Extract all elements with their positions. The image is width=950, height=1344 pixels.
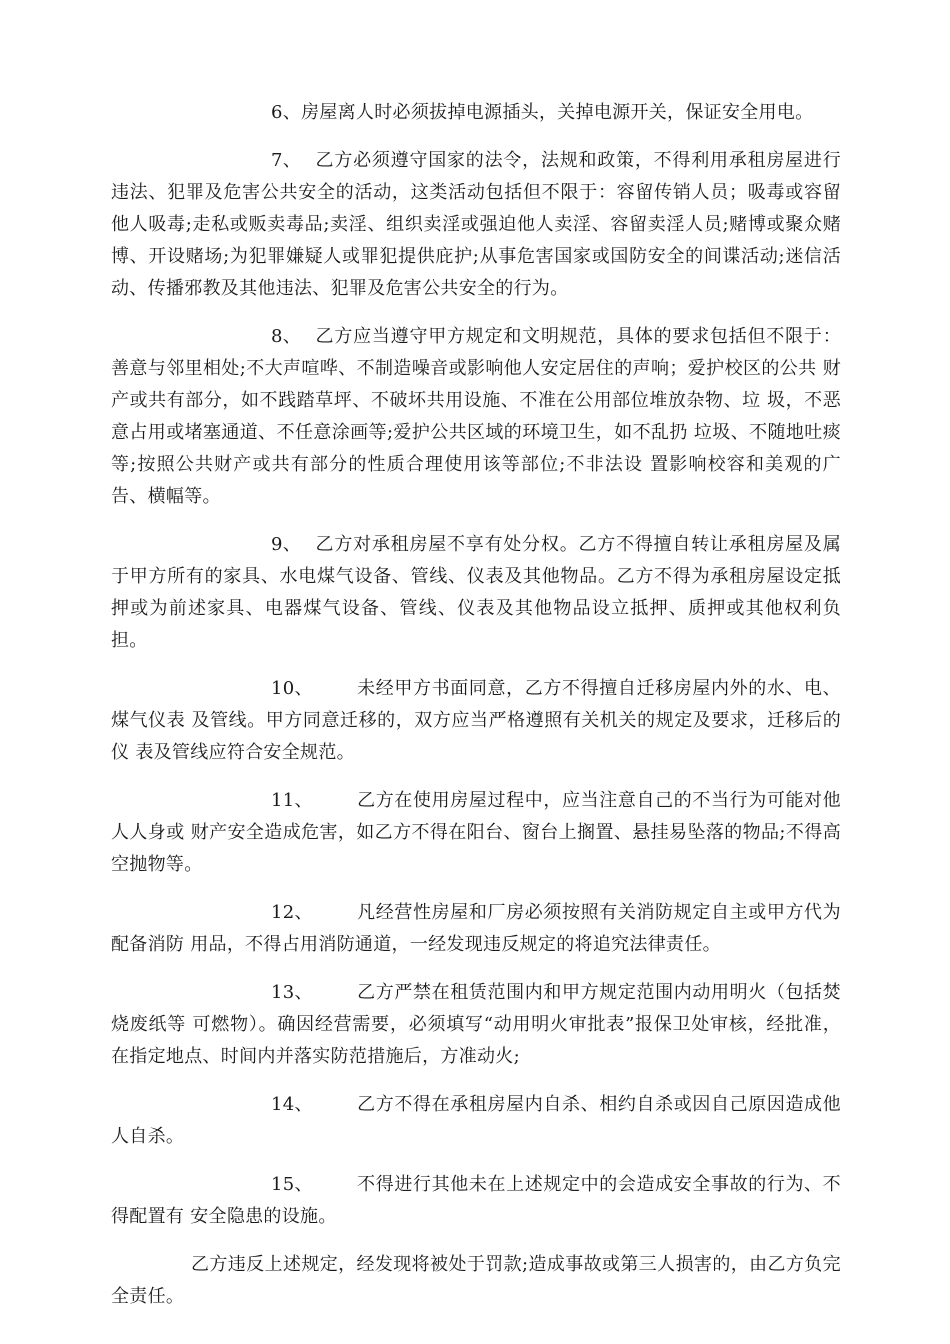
clause-9 <box>111 529 841 657</box>
clause-8 <box>111 321 841 513</box>
closing-paragraph: 乙方违反上述规定，经发现将被处于罚款;造成事故或第三人损害的，由乙方负完全责任。 <box>111 1254 841 1307</box>
clause-text: 不得进行其他未在上述规定中的会造成安全事故的行为、不得配置有 安全隐患的设施。 <box>111 1174 841 1227</box>
clause-text: 乙方对承租房屋不享有处分权。乙方不得擅自转让承租房屋及属于甲方所有的家具、水电煤气设备、管线、仪表及其他物品。乙方不得为承租房屋设定抵押或为前述家具、电器煤气设备、管线、仪表及其他物品设立抵押、质押或其他权利负担。 <box>111 534 841 651</box>
clause-number: 13、 <box>271 982 313 1003</box>
clause-text: 未经甲方书面同意，乙方不得擅自迁移房屋内外的水、电、煤气仪表 及管线。甲方同意迁移的，双方应当严格遵照有关机关的规定及要求，迁移后的仪 表及管线应符合安全规范。 <box>111 678 841 763</box>
clause-12 <box>111 897 841 961</box>
document-page <box>111 97 841 1329</box>
clause-number: 6、 <box>271 102 302 123</box>
clause-number: 7、 <box>271 150 302 171</box>
clause-7 <box>111 145 841 305</box>
clause-6 <box>111 97 841 129</box>
clause-text: 乙方在使用房屋过程中，应当注意自己的不当行为可能对他人人身或 财产安全造成危害，如乙方不得在阳台、窗台上搁置、悬挂易坠落的物品;不得高 空抛物等。 <box>111 790 841 875</box>
clause-number: 11、 <box>271 790 313 811</box>
clause-text: 乙方应当遵守甲方规定和文明规范，具体的要求包括但不限于：善意与邻里相处;不大声喧哗、不制造噪音或影响他人安定居住的声响；爱护校区的公共 财产或共有部分，如不践踏草坪、不破坏共用设施、不准在公用部位堆放杂物、垃 圾，不恶意占用或堵塞通道、不任意涂画等;爱护公共区域的环境卫生，如不乱扔 垃圾、不随地吐痰等;按照公共财产或共有部分的性质合理使用该等部位;不非法设 置影响校容和美观的广告、横幅等。 <box>111 326 841 507</box>
clause-number: 8、 <box>271 326 302 347</box>
clause-number: 15、 <box>271 1174 313 1195</box>
clause-13 <box>111 977 841 1073</box>
clause-text: 房屋离人时必须拔掉电源插头，关掉电源开关，保证安全用电。 <box>301 102 814 123</box>
clause-number: 12、 <box>271 902 313 923</box>
clause-number: 9、 <box>271 534 302 555</box>
clause-number: 10、 <box>271 678 313 699</box>
clause-10 <box>111 673 841 769</box>
clause-text: 乙方必须遵守国家的法令，法规和政策，不得利用承租房屋进行违法、犯罪及危害公共安全的活动，这类活动包括但不限于：容留传销人员；吸毒或容留他人吸毒;走私或贩卖毒品;卖淫、组织卖淫或强迫他人卖淫、容留卖淫人员;赌博或聚众赌博、开设赌场;为犯罪嫌疑人或罪犯提供庇护;从事危害国家或国防安全的间谍活动;迷信活动、传播邪教及其他违法、犯罪及危害公共安全的行为。 <box>111 150 841 299</box>
clause-number: 14、 <box>271 1094 313 1115</box>
clause-11 <box>111 785 841 881</box>
clause-text: 凡经营性房屋和厂房必须按照有关消防规定自主或甲方代为配备消防 用品，不得占用消防通道，一经发现违反规定的将追究法律责任。 <box>111 902 841 955</box>
clause-text: 乙方不得在承租房屋内自杀、相约自杀或因自己原因造成他人自杀。 <box>111 1094 841 1147</box>
clause-15 <box>111 1169 841 1233</box>
clause-14 <box>111 1089 841 1153</box>
clause-text: 乙方严禁在租赁范围内和甲方规定范围内动用明火（包括焚烧废纸等 可燃物）。确因经营需要，必须填写“动用明火审批表”报保卫处审核，经批准， 在指定地点、时间内并落实防范措施后，方准动火; <box>111 982 841 1067</box>
